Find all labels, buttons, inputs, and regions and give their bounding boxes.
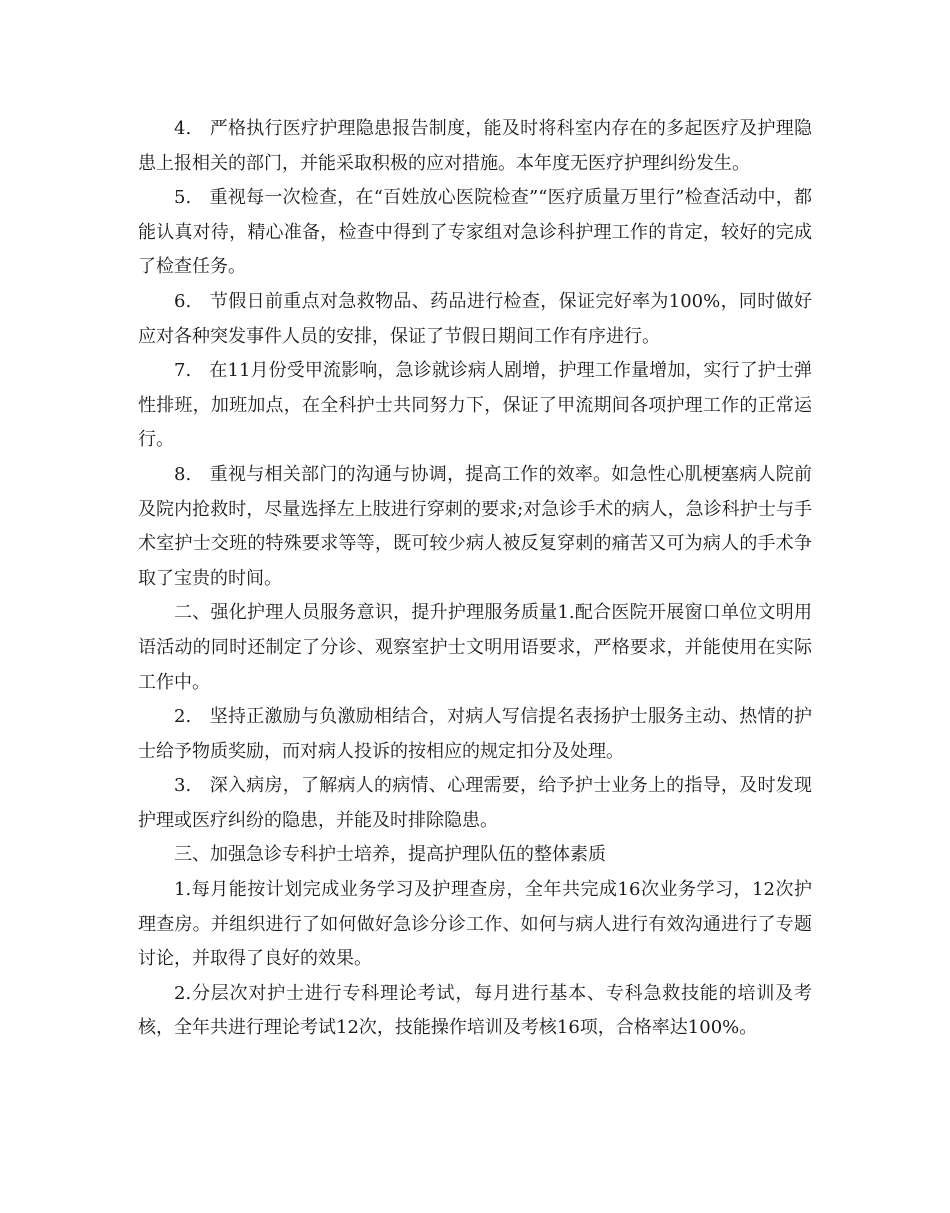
paragraph-item-5: 5. 重视每一次检查，在“百姓放心医院检查”“医疗质量万里行”检查活动中，都能认真对待，精心准备，检查中得到了专家组对急诊科护理工作的肯定，较好的完成了检查任务。 [138, 187, 812, 278]
paragraph-sub-1: 1.每月能按计划完成业务学习及护理查房，全年共完成16次业务学习，12次护理查房。并组织进行了如何做好急诊分诊工作、如何与病人进行有效沟通进行了专题讨论，并取得了良好的效果。 [138, 879, 812, 970]
paragraph-item-6: 6. 节假日前重点对急救物品、药品进行检查，保证完好率为100%，同时做好应对各种突发事件人员的安排，保证了节假日期间工作有序进行。 [138, 290, 812, 347]
paragraph-item-7: 7. 在11月份受甲流影响，急诊就诊病人剧增，护理工作量增加，实行了护士弹性排班，加班加点，在全科护士共同努力下，保证了甲流期间各项护理工作的正常运行。 [138, 360, 812, 451]
paragraph-item-3: 3. 深入病房，了解病人的病情、心理需要，给予护士业务上的指导，及时发现护理或医疗纠纷的隐患，并能及时排除隐患。 [138, 775, 812, 831]
section-heading-2: 二、强化护理人员服务意识，提升护理服务质量1.配合医院开展窗口单位文明用语活动的同时还制定了分诊、观察室护士文明用语要求，严格要求，并能使用在实际工作中。 [138, 602, 812, 693]
paragraph-sub-2: 2.分层次对护士进行专科理论考试，每月进行基本、专科急救技能的培训及考核，全年共进行理论考试12次，技能操作培训及考核16项，合格率达100%。 [138, 982, 812, 1039]
paragraph-item-4: 4. 严格执行医疗护理隐患报告制度，能及时将科室内存在的多起医疗及护理隐患上报相关的部门，并能采取积极的应对措施。本年度无医疗护理纠纷发生。 [138, 118, 812, 174]
paragraph-item-8: 8. 重视与相关部门的沟通与协调，提高工作的效率。如急性心肌梗塞病人院前及院内抢救时，尽量选择左上肢进行穿刺的要求;对急诊手术的病人，急诊科护士与手术室护士交班的特殊要求等等，既可较少病人被反复穿刺的痛苦又可为病人的手术争取了宝贵的时间。 [138, 463, 812, 589]
section-heading-3: 三、加强急诊专科护士培养，提高护理队伍的整体素质 [174, 844, 606, 866]
paragraph-item-2: 2. 坚持正激励与负激励相结合，对病人写信提名表扬护士服务主动、热情的护士给予物质奖励，而对病人投诉的按相应的规定扣分及处理。 [138, 706, 812, 762]
